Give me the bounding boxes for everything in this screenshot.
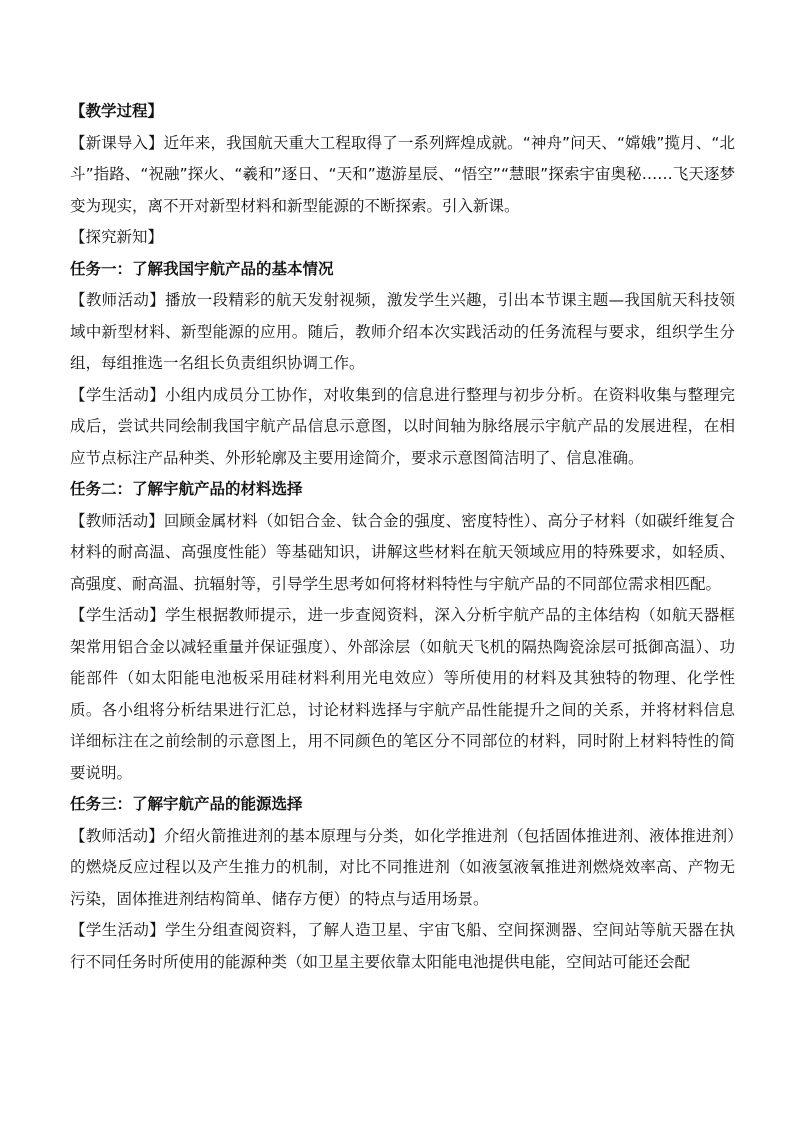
task1-student-activity: 【学生活动】小组内成员分工协作，对收集到的信息进行整理与初步分析。在资料收集与整理完成后，尝试共同绘制我国宇航产品信息示意图，以时间轴为脉络展示宇航产品的发展进程，在相应节点标注产品种类、外形轮廓及主要用途简介，要求示意图简洁明了、信息准确。 <box>70 385 735 467</box>
task3-title: 任务三：了解宇航产品的能源选择 <box>70 795 303 813</box>
document-page <box>70 96 735 978</box>
explore-title: 【探究新知】 <box>70 228 164 246</box>
task2-title: 任务二：了解宇航产品的材料选择 <box>70 480 303 498</box>
section-title: 【教学过程】 <box>70 102 164 120</box>
task2-student-activity: 【学生活动】学生根据教师提示，进一步查阅资料，深入分析宇航产品的主体结构（如航天器框架常用铝合金以减轻重量并保证强度）、外部涂层（如航天飞机的隔热陶瓷涂层可抵御高温）、功能部件（如太阳能电池板采用硅材料利用光电效应）等所使用的材料及其独特的物理、化学性质。各小组将分析结果进行汇总，讨论材料选择与宇航产品性能提升之间的关系，并将材料信息详细标注在之前绘制的示意图上，用不同颜色的笔区分不同部位的材料，同时附上材料特性的简要说明。 <box>70 606 735 782</box>
task3-teacher-activity: 【教师活动】介绍火箭推进剂的基本原理与分类，如化学推进剂（包括固体推进剂、液体推进剂）的燃烧反应过程以及产生推力的机制，对比不同推进剂（如液氢液氧推进剂燃烧效率高、产物无污染，固体推进剂结构简单、储存方便）的特点与适用场景。 <box>70 826 735 908</box>
intro-paragraph: 【新课导入】近年来，我国航天重大工程取得了一系列辉煌成就。“神舟”问天、“嫦娥”揽月、“北斗”指路、“祝融”探火、“羲和”逐日、“天和”遨游星辰、“悟空”“慧眼”探索宇宙奥秘……飞天逐梦变为现实，离不开对新型材料和新型能源的不断探索。引入新课。 <box>70 133 735 215</box>
task1-title: 任务一：了解我国宇航产品的基本情况 <box>70 259 334 278</box>
task1-teacher-activity: 【教师活动】播放一段精彩的航天发射视频，激发学生兴趣，引出本节课主题—我国航天科技领域中新型材料、新型能源的应用。随后，教师介绍本次实践活动的任务流程与要求，组织学生分组，每组推选一名组长负责组织协调工作。 <box>70 291 735 372</box>
task2-teacher-activity: 【教师活动】回顾金属材料（如铝合金、钛合金的强度、密度特性）、高分子材料（如碳纤维复合材料的耐高温、高强度性能）等基础知识，讲解这些材料在航天领域应用的特殊要求，如轻质、高强度、耐高温、抗辐射等，引导学生思考如何将材料特性与宇航产品的不同部位需求相匹配。 <box>70 511 735 593</box>
task3-student-activity: 【学生活动】学生分组查阅资料，了解人造卫星、宇宙飞船、空间探测器、空间站等航天器在执行不同任务时所使用的能源种类（如卫星主要依靠太阳能电池提供电能，空间站可能还会配 <box>70 921 735 971</box>
